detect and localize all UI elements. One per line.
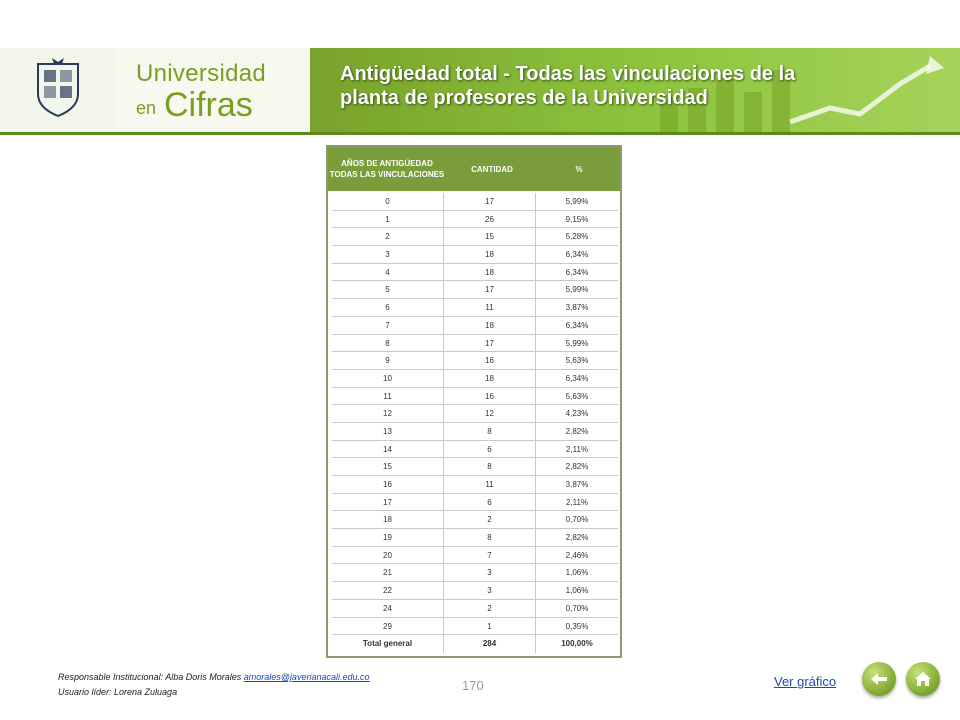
usuario-label: Usuario líder: Lorena Zuluaga xyxy=(58,687,178,697)
table-row xyxy=(332,423,618,441)
cell-anos: 17 xyxy=(332,494,444,511)
cell-anos: 18 xyxy=(332,511,444,528)
cell-cantidad: 3 xyxy=(444,582,536,599)
cell-cantidad: 8 xyxy=(444,529,536,546)
table-body xyxy=(332,193,618,653)
universidad-en-cifras-logo xyxy=(116,48,310,134)
cell-anos: 0 xyxy=(332,193,444,210)
cell-porcentaje: 2,82% xyxy=(565,462,589,472)
table-row xyxy=(332,582,618,600)
cell-anos: 9 xyxy=(332,352,444,369)
back-arrow-icon xyxy=(870,672,888,686)
footer-credits xyxy=(58,670,369,700)
cell-porcentaje: 0,70% xyxy=(565,515,589,525)
cell-anos: 21 xyxy=(332,564,444,581)
header-banner xyxy=(0,48,960,134)
table-row xyxy=(332,228,618,246)
cell-anos: 13 xyxy=(332,423,444,440)
cell-cantidad: 11 xyxy=(444,299,536,316)
table-row xyxy=(332,564,618,582)
cell-cantidad: 17 xyxy=(444,335,536,352)
email-link[interactable]: amorales@javerianacali.edu.co xyxy=(243,672,370,682)
home-icon xyxy=(914,671,932,687)
table-row xyxy=(332,618,618,636)
cell-porcentaje: 0,70% xyxy=(565,603,589,613)
table-row xyxy=(332,388,618,406)
javeriana-crest-icon xyxy=(26,56,90,126)
cell-anos: 22 xyxy=(332,582,444,599)
table-row xyxy=(332,211,618,229)
cell-anos: 10 xyxy=(332,370,444,387)
cell-porcentaje: 6,34% xyxy=(565,250,589,260)
cell-cantidad: 15 xyxy=(444,228,536,245)
cell-cantidad: 16 xyxy=(444,352,536,369)
table-row xyxy=(332,193,618,211)
cell-porcentaje: 3,87% xyxy=(565,303,589,313)
table-row xyxy=(332,547,618,565)
table-row xyxy=(332,476,618,494)
table-row xyxy=(332,458,618,476)
responsable-label: Responsable Institucional: Alba Doris Morales xyxy=(58,672,242,682)
cell-cantidad: 17 xyxy=(444,281,536,298)
cell-porcentaje: 6,34% xyxy=(565,267,589,277)
cell-anos: 29 xyxy=(332,618,444,635)
cell-cantidad: 18 xyxy=(444,246,536,263)
table-row xyxy=(332,494,618,512)
cell-cantidad: 3 xyxy=(444,564,536,581)
cell-anos: Total general xyxy=(332,635,444,653)
cell-porcentaje: 0,35% xyxy=(565,621,589,631)
cell-cantidad: 17 xyxy=(444,193,536,210)
cell-anos: 2 xyxy=(332,228,444,245)
cell-porcentaje: 9,15% xyxy=(565,214,589,224)
table-row xyxy=(332,281,618,299)
table-row xyxy=(332,352,618,370)
table-row xyxy=(332,317,618,335)
cell-porcentaje: 1,06% xyxy=(565,586,589,596)
table-row xyxy=(332,299,618,317)
cell-porcentaje: 2,11% xyxy=(565,497,589,507)
page-title: Antigüedad total - Todas las vinculaciones de la planta de profesores de la Universidad xyxy=(340,63,796,109)
cell-anos: 14 xyxy=(332,441,444,458)
cell-cantidad: 18 xyxy=(444,370,536,387)
cell-cantidad: 2 xyxy=(444,511,536,528)
table-row xyxy=(332,529,618,547)
cell-anos: 15 xyxy=(332,458,444,475)
cell-porcentaje: 4,23% xyxy=(565,409,589,419)
cell-anos: 12 xyxy=(332,405,444,422)
table-row xyxy=(332,600,618,618)
cell-cantidad: 18 xyxy=(444,317,536,334)
table-row xyxy=(332,441,618,459)
cell-porcentaje: 2,82% xyxy=(565,426,589,436)
university-logo xyxy=(0,48,116,134)
page-number: 170 xyxy=(462,678,484,693)
cell-anos: 3 xyxy=(332,246,444,263)
cell-cantidad: 8 xyxy=(444,458,536,475)
ver-grafico-link[interactable]: Ver gráfico xyxy=(774,674,837,689)
cell-cantidad: 2 xyxy=(444,600,536,617)
cell-anos: 1 xyxy=(332,211,444,228)
cell-porcentaje: 5,99% xyxy=(565,338,589,348)
table-row xyxy=(332,405,618,423)
cell-porcentaje: 2,82% xyxy=(565,533,589,543)
header-porcentaje: % xyxy=(575,164,583,174)
cell-porcentaje: 2,11% xyxy=(565,444,589,454)
header-cantidad: CANTIDAD xyxy=(471,164,513,174)
cell-anos: 4 xyxy=(332,264,444,281)
cell-anos: 5 xyxy=(332,281,444,298)
cell-porcentaje: 5,63% xyxy=(565,356,589,366)
cell-porcentaje: 5,28% xyxy=(565,232,589,242)
cell-cantidad: 11 xyxy=(444,476,536,493)
back-button[interactable] xyxy=(862,662,896,696)
cell-porcentaje: 6,34% xyxy=(565,320,589,330)
cell-cantidad: 8 xyxy=(444,423,536,440)
table-row xyxy=(332,335,618,353)
cell-porcentaje: 5,99% xyxy=(565,197,589,206)
cell-porcentaje: 6,34% xyxy=(565,373,589,383)
cell-porcentaje: 100,00% xyxy=(561,639,593,649)
title-band xyxy=(310,48,960,134)
table-row xyxy=(332,246,618,264)
cell-porcentaje: 5,99% xyxy=(565,285,589,295)
cell-anos: 24 xyxy=(332,600,444,617)
cell-cantidad: 284 xyxy=(444,635,536,653)
cell-cantidad: 18 xyxy=(444,264,536,281)
table-row xyxy=(332,511,618,529)
cell-anos: 11 xyxy=(332,388,444,405)
cell-anos: 20 xyxy=(332,547,444,564)
header-anos: AÑOS DE ANTIGÜEDAD TODAS LAS VINCULACIONES xyxy=(329,159,445,179)
total-row xyxy=(332,635,618,653)
cell-porcentaje: 5,63% xyxy=(565,391,589,401)
wordmark-line1: Universidad xyxy=(136,60,267,87)
cell-cantidad: 16 xyxy=(444,388,536,405)
table-row xyxy=(332,264,618,282)
wordmark-en: en xyxy=(136,98,157,118)
cell-anos: 7 xyxy=(332,317,444,334)
cell-porcentaje: 2,46% xyxy=(565,550,589,560)
home-button[interactable] xyxy=(906,662,940,696)
cell-porcentaje: 1,06% xyxy=(565,568,589,578)
cell-cantidad: 26 xyxy=(444,211,536,228)
cell-cantidad: 6 xyxy=(444,494,536,511)
cell-cantidad: 7 xyxy=(444,547,536,564)
cell-anos: 6 xyxy=(332,299,444,316)
table-header xyxy=(328,147,620,191)
cell-cantidad: 1 xyxy=(444,618,536,635)
antiguedad-table xyxy=(326,145,622,658)
cell-anos: 8 xyxy=(332,335,444,352)
cell-porcentaje: 3,87% xyxy=(565,480,589,489)
wordmark-cifras: Cifras xyxy=(164,86,253,124)
table-row xyxy=(332,370,618,388)
cell-anos: 16 xyxy=(332,476,444,493)
header-divider xyxy=(0,132,960,135)
cell-cantidad: 6 xyxy=(444,441,536,458)
cell-cantidad: 12 xyxy=(444,405,536,422)
cell-anos: 19 xyxy=(332,529,444,546)
